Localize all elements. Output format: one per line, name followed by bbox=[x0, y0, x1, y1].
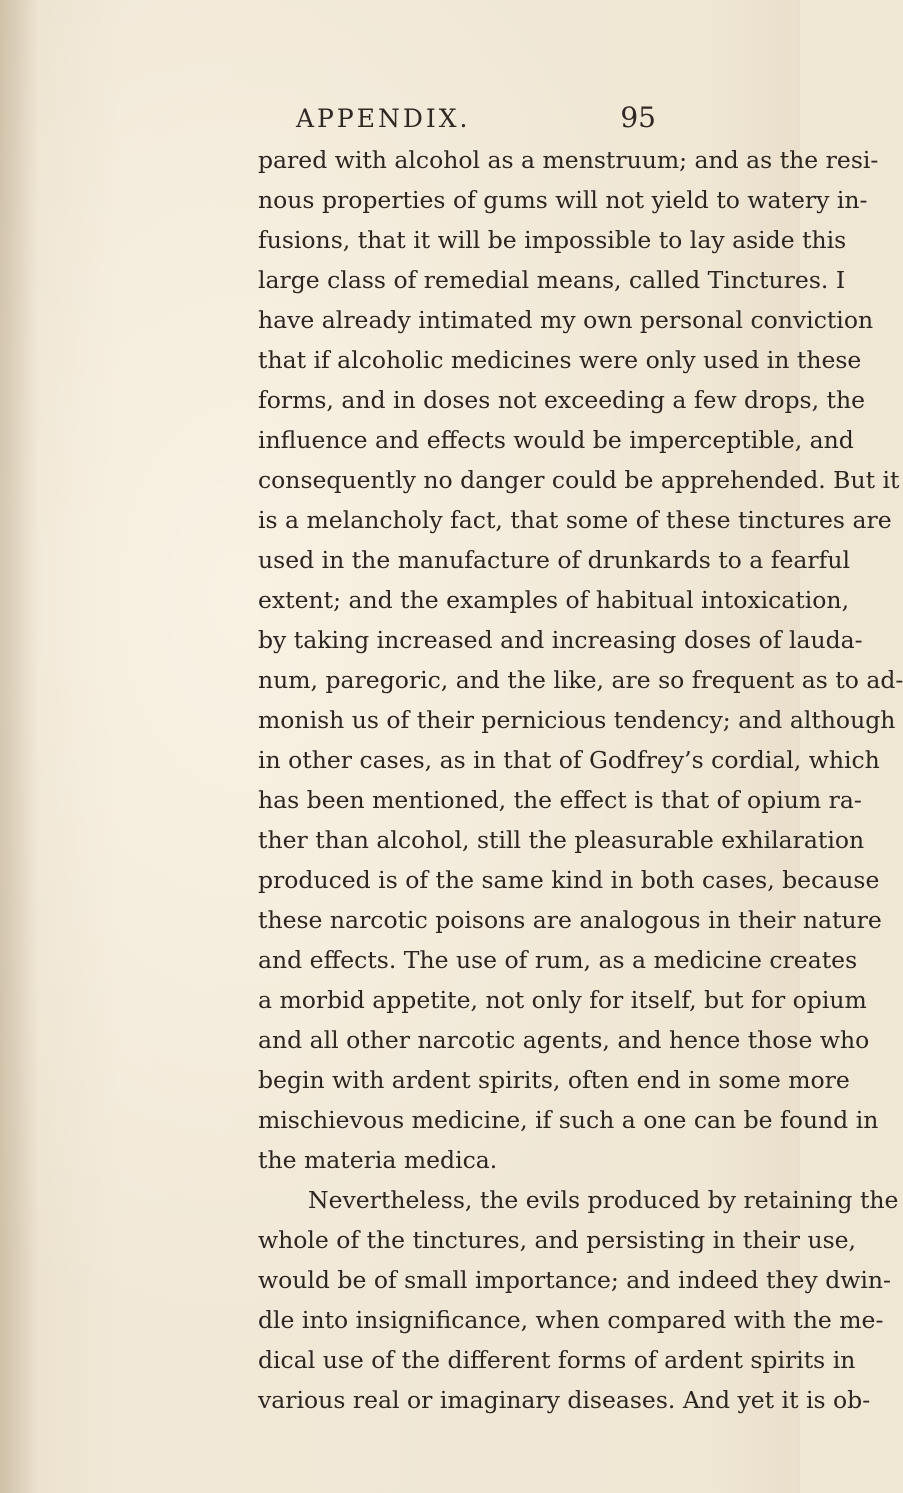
text-line: in other cases, as in that of Godfrey’s cordial, which bbox=[258, 746, 880, 774]
text-line: forms, and in doses not exceeding a few drops, the bbox=[258, 386, 865, 414]
paragraph-start-line: Nevertheless, the evils produced by retaining the bbox=[308, 1186, 899, 1214]
text-line: consequently no danger could be apprehended. But it bbox=[258, 466, 900, 494]
text-line: monish us of their pernicious tendency; and although bbox=[258, 706, 896, 734]
text-line: has been mentioned, the effect is that of opium ra- bbox=[258, 786, 862, 814]
body-text bbox=[258, 140, 903, 1420]
text-line: is a melancholy fact, that some of these tinctures are bbox=[258, 506, 892, 534]
text-line: and all other narcotic agents, and hence those who bbox=[258, 1026, 870, 1054]
text-line: mischievous medicine, if such a one can be found in bbox=[258, 1106, 879, 1134]
paragraph-end-line: the materia medica. bbox=[258, 1146, 498, 1174]
text-line: num, paregoric, and the like, are so frequent as to ad- bbox=[258, 666, 903, 694]
text-line: large class of remedial means, called Tinctures. I bbox=[258, 266, 846, 294]
running-head bbox=[296, 101, 656, 140]
text-line: by taking increased and increasing doses of lauda- bbox=[258, 626, 863, 654]
text-line: ther than alcohol, still the pleasurable exhilaration bbox=[258, 826, 865, 854]
text-line: extent; and the examples of habitual intoxication, bbox=[258, 586, 850, 614]
text-line: whole of the tinctures, and persisting in their use, bbox=[258, 1226, 857, 1254]
text-line: and effects. The use of rum, as a medicine creates bbox=[258, 946, 858, 974]
text-line: influence and effects would be imperceptible, and bbox=[258, 426, 854, 454]
text-line: various real or imaginary diseases. And yet it is ob- bbox=[258, 1386, 871, 1414]
text-line: would be of small importance; and indeed they dwin- bbox=[258, 1266, 891, 1294]
text-line: used in the manufacture of drunkards to a fearful bbox=[258, 546, 850, 574]
text-line: pared with alcohol as a menstruum; and as the resi- bbox=[258, 146, 879, 174]
text-line: nous properties of gums will not yield to watery in- bbox=[258, 186, 868, 214]
text-line: that if alcoholic medicines were only used in these bbox=[258, 346, 862, 374]
running-head-title: APPENDIX. bbox=[296, 104, 471, 133]
text-line: begin with ardent spirits, often end in some more bbox=[258, 1066, 850, 1094]
text-line: dical use of the different forms of ardent spirits in bbox=[258, 1346, 856, 1374]
text-line: dle into insignificance, when compared with the me- bbox=[258, 1306, 884, 1334]
text-line: a morbid appetite, not only for itself, but for opium bbox=[258, 986, 867, 1014]
page-number: 95 bbox=[620, 101, 656, 134]
text-line: produced is of the same kind in both cases, because bbox=[258, 866, 880, 894]
text-line: have already intimated my own personal conviction bbox=[258, 306, 874, 334]
text-line: these narcotic poisons are analogous in their nature bbox=[258, 906, 882, 934]
page-edge-shadow bbox=[0, 0, 38, 1493]
text-line: fusions, that it will be impossible to lay aside this bbox=[258, 226, 847, 254]
